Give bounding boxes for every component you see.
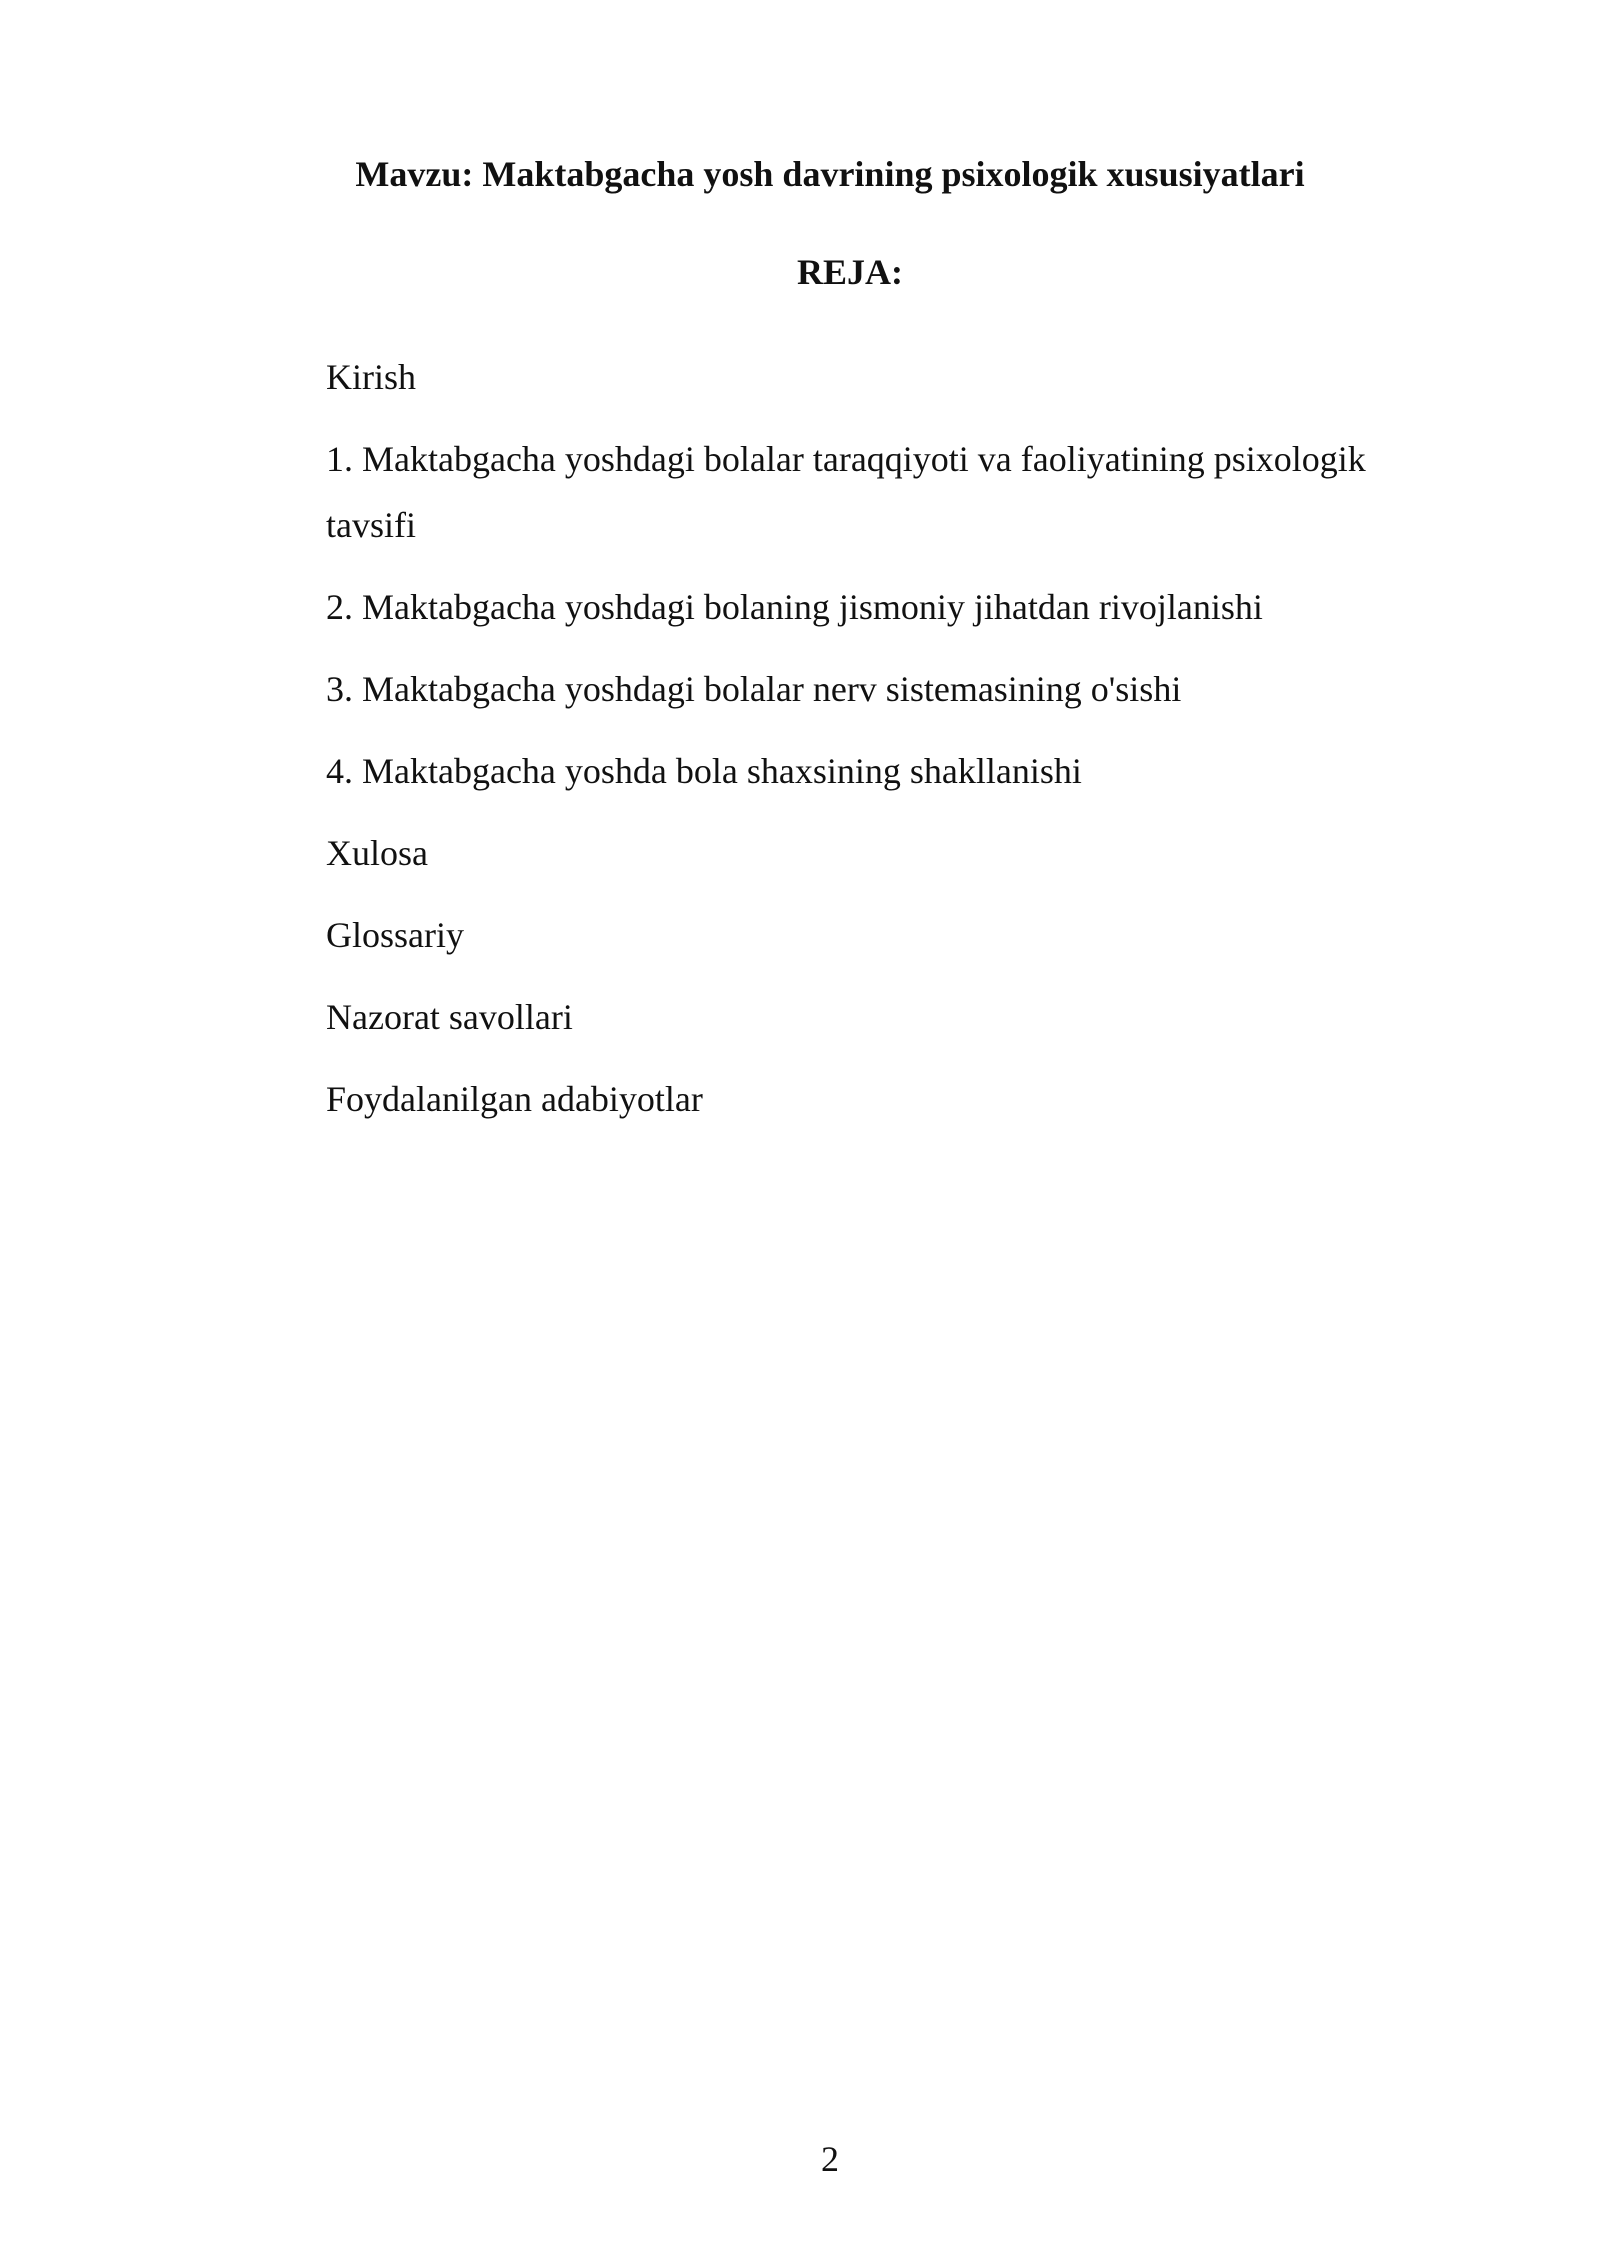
- plan-item-references: Foydalanilgan adabiyotlar: [326, 1079, 703, 1119]
- plan-item-glossary: Glossariy: [326, 915, 464, 955]
- plan-item-4: 4. Maktabgacha yoshda bola shaxsining shakllanishi: [326, 751, 1082, 791]
- plan-item-introduction: Kirish: [326, 357, 416, 397]
- plan-item-2: 2. Maktabgacha yoshdagi bolaning jismoniy jihatdan rivojlanishi: [326, 587, 1263, 627]
- plan-item-3: 3. Maktabgacha yoshdagi bolalar nerv sistemasining o'sishi: [326, 669, 1182, 709]
- plan-list: [326, 344, 1446, 1148]
- plan-heading: REJA:: [797, 252, 903, 292]
- document-title: Mavzu: Maktabgacha yosh davrining psixologik xususiyatlari: [355, 154, 1305, 194]
- plan-item-1: 1. Maktabgacha yoshdagi bolalar taraqqiyoti va faoliyatining psixologik tavsifi: [326, 439, 1366, 545]
- page-number: 2: [821, 2139, 839, 2179]
- plan-item-conclusion: Xulosa: [326, 833, 428, 873]
- plan-item-review-questions: Nazorat savollari: [326, 997, 573, 1037]
